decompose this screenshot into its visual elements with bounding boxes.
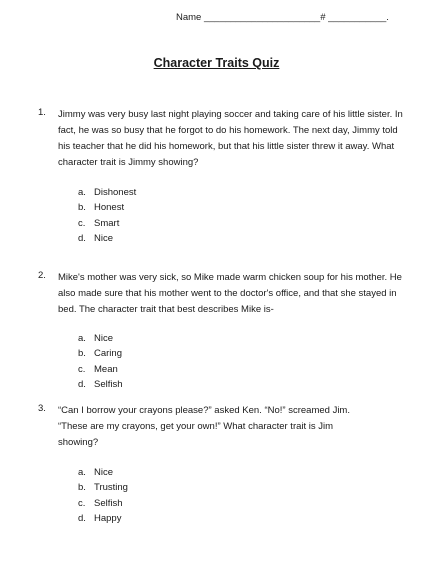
option-text: Nice (94, 333, 114, 344)
option-text: Honest (94, 202, 125, 214)
question-text: Jimmy was very busy last night playing soccer and taking care of his little sister. In fact, he was so busy that he forgot to do his homework. The next day, Jimmy told his teacher that he did his homework, but that his little sister threw it away. What character trait is Jimmy showing? (58, 109, 403, 168)
option-letter: c. (78, 497, 86, 509)
question-number: 2. (38, 270, 46, 281)
option-letter: c. (78, 363, 86, 375)
option-letter: d. (78, 232, 86, 244)
answer-option (78, 231, 410, 246)
answer-option (78, 377, 410, 392)
option-letter: b. (78, 348, 86, 360)
option-text: Smart (94, 217, 120, 229)
number-blank: ___________. (328, 12, 389, 23)
answer-option (78, 331, 410, 346)
answer-options (40, 465, 410, 526)
option-letter: d. (78, 378, 86, 390)
answer-option (78, 511, 410, 526)
question-number: 3. (38, 403, 46, 414)
option-text: Mean (94, 363, 118, 375)
option-letter: a. (78, 333, 86, 344)
quiz-title: Character Traits Quiz (153, 56, 280, 70)
answer-option (78, 496, 410, 511)
number-label: # (320, 12, 326, 23)
question-1 (40, 107, 410, 246)
name-label: Name (176, 12, 202, 23)
option-text: Trusting (94, 482, 128, 494)
option-text: Selfish (94, 497, 123, 509)
option-letter: b. (78, 482, 86, 494)
question-3 (40, 403, 410, 526)
answer-option (78, 346, 410, 361)
question-2 (40, 270, 410, 392)
answer-option (78, 216, 410, 231)
question-number: 1. (38, 107, 46, 118)
name-blank: ______________________ (203, 12, 321, 23)
question-text: Mike's mother was very sick, so Mike made warm chicken soup for his mother. He also made sure that his mother went to the doctor's office, and that she stayed in bed. The character trait that best describes Mike is- (58, 272, 402, 315)
option-text: Happy (94, 512, 122, 524)
answer-option (78, 465, 410, 480)
answer-option (78, 185, 410, 200)
answer-option (78, 362, 410, 377)
option-text: Caring (94, 348, 122, 360)
answer-options (40, 331, 410, 392)
answer-option (78, 200, 410, 215)
option-letter: a. (78, 467, 86, 478)
option-letter: b. (78, 202, 86, 214)
answer-options (40, 185, 410, 246)
answer-option (78, 480, 410, 495)
option-letter: a. (78, 187, 86, 198)
option-text: Nice (94, 467, 114, 478)
option-text: Nice (94, 232, 114, 244)
option-letter: c. (78, 217, 86, 229)
option-letter: d. (78, 512, 86, 524)
option-text: Dishonest (94, 187, 137, 198)
question-text: “Can I borrow your crayons please?” asked Ken. “No!” screamed Jim. “These are my crayons, get your own!” What character trait is Jim showing? (58, 405, 350, 448)
option-text: Selfish (94, 378, 123, 390)
name-number-line (176, 12, 389, 23)
